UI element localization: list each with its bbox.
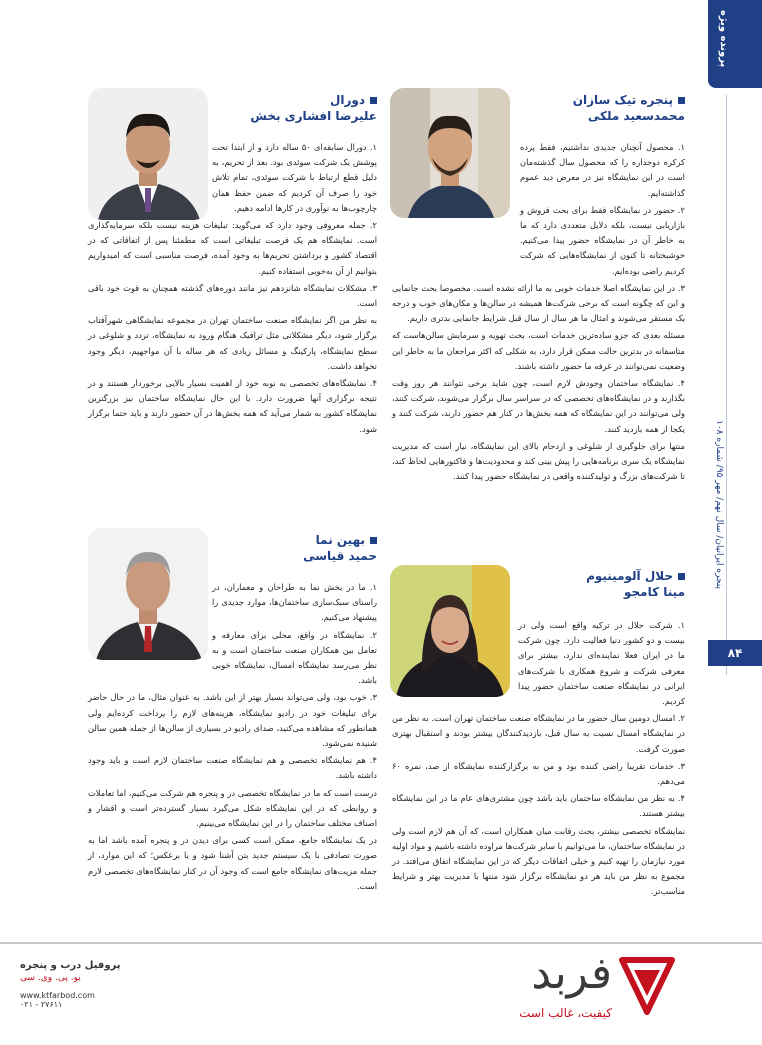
- page-number: ۸۴: [708, 640, 762, 666]
- section-tab: [708, 0, 762, 88]
- ad-brand-name: فربد: [531, 948, 612, 999]
- paragraph: ۲. حضور در نمایشگاه فقط برای بحث فروش و بازاریابی نیست، بلکه دلایل متعددی دارد که ما به خاطر آن در نمایشگاه حضور پیدا می‌کنیم. خوشبختانه تا کنون از نمایشگاه‌هایی که شرکت کردیم راضی بوده‌ایم.: [520, 204, 685, 276]
- paragraph: ۱. شرکت حلال در ترکیه واقع است ولی در بیست و دو کشور دنیا فعالیت دارد. چون شرکت ما در ایران فعلا نماینده‌ای ندارد، بیشتر برای معرفی شرکت و شروع همکاری با شرکت‌های ایرانی در نمایشگاه صنعت ساختمان حضور پیدا کردیم.: [518, 620, 685, 707]
- paragraph: ۱. ما در بخش نما به طراحان و معماران، در راستای سبک‌سازی ساختمان‌ها، موارد جدیدی را پیشنهاد می‌کنیم.: [212, 582, 377, 623]
- article-behinnama-body: [88, 580, 377, 896]
- bullet-icon: [370, 537, 377, 544]
- article-halal: [514, 568, 685, 608]
- person-name: حمید قیاسی: [303, 549, 377, 563]
- paragraph: ۴. نمایشگاه‌های تخصصی به نوبه خود از اهمیت بسیار بالایی برخوردار هستند و در نتیجه برگزاری آنها ضرورت دارد. با این حال نمایشگاه ساختمان نیز بزرگترین نمایشگاه کشور به شمار می‌آید که همه بخش‌ها در آن حضور دارند و باید حتما برگزار شود.: [88, 378, 377, 434]
- person-name: محمدسعید ملکی: [587, 109, 685, 123]
- paragraph: در یک نمایشگاه جامع، ممکن است کسی برای دیدن در و پنجره آمده باشد اما به صورت تصادفی با یک سیستم جدید بتن آشنا شود و یا برعکس؛ که این موارد، از جمله مزیت‌های نمایشگاه جامع است که وجود آن در کنار نمایشگاه‌های تخصصی لازم است.: [88, 835, 377, 891]
- paragraph: ۲. جمله معروفی وجود دارد که می‌گوید: تبلیغات هزینه نیست بلکه سرمایه‌گذاری است. نمایشگاه هم یک فرصت تبلیغاتی است که مطمئنا پس از اتفاقاتی که در اقتصاد کشور و برداشتن تحریم‌ها به وجود آمده، فرصت مناسبی است که امیدواریم بتوانیم از آن به‌خوبی استفاده کنیم.: [88, 220, 377, 276]
- paragraph: مسئله بعدی که جزو ساده‌ترین خدمات است، بحث تهویه و سرمایش سالن‌هاست که متاسفانه در بدترین حالت ممکن قرار دارد، به شکلی که اکثر مراجعان ما به خاطر این وضعیت نمی‌توانند در غرفه ما حضور داشته باشند.: [392, 330, 685, 371]
- footer-divider: [0, 942, 762, 944]
- paragraph: ۲. نمایشگاه در واقع، محلی برای معارفه و تعامل بین همکاران صنعت ساختمان است و به نظر می‌رسد نمایشگاه امسال، نمایشگاه خوبی باشد.: [212, 629, 377, 686]
- paragraph: ۱. محصول آنچنان جدیدی نداشتیم، فقط پرده کرکره دوجداره را که محصول سال گذشته‌مان است در این نمایشگاه نیز در معرض دید عموم گذاشته‌ایم.: [520, 142, 685, 198]
- paragraph: ۳. خوب بود، ولی می‌تواند بسیار بهتر از این باشد. به عنوان مثال، ما در حال حاضر برای تبلیغات خود در رادیو نمایشگاه، هزینه‌های لازم را پرداخت کرده‌ایم ولی همانطور که مشاهده می‌کنید، صدای رادیو در بسیاری از سالن‌ها از جمله همین سالن شنیده نمی‌شود.: [88, 692, 377, 749]
- issue-info: پنجره ایرانیان/ سال نهم/ مهر ۹۵/ شماره ۱۰۸: [714, 420, 724, 590]
- person-name: علیرضا افشاری بخش: [250, 109, 377, 123]
- ad-product-line: پروفیل درب و پنجره: [20, 960, 121, 971]
- article-behinnama: [212, 532, 377, 572]
- side-divider: [726, 95, 727, 675]
- section-tab-label: پرونده ویژه: [718, 10, 729, 68]
- company-name: دورال: [212, 92, 377, 108]
- paragraph: ۳. خدمات تقریبا راضی کننده بود و من به برگزارکننده نمایشگاه از صد، نمره ۶۰ می‌دهم.: [392, 760, 685, 787]
- person-name: مینا کامجو: [624, 585, 685, 599]
- company-name: پنجره تیک سازان: [515, 92, 685, 108]
- bullet-icon: [678, 97, 685, 104]
- ad-contact-block: [20, 960, 130, 1009]
- paragraph: ۴. به نظر من نمایشگاه ساختمان باید باشد چون مشتری‌های عام ما در این نمایشگاه بیشتر هستند.: [392, 793, 685, 819]
- ad-website: www.ktfarbod.com: [20, 991, 95, 1000]
- company-name: حلال آلومینیوم: [514, 568, 685, 584]
- paragraph: ۲. امسال دومین سال حضور ما در نمایشگاه صنعت ساختمان تهران است. به نظر من در نمایشگاه امسال نسبت به سال قبل، بازدیدکنندگان بیشتر بودند و استقبال بهتری صورت گرفت.: [392, 713, 685, 754]
- company-name: بهین نما: [212, 532, 377, 548]
- article-doral: [212, 92, 377, 132]
- paragraph: ۱. دورال سابقه‌ای ۵۰ ساله دارد و از ابتدا تحت پوشش یک شرکت سوئدی بود. بعد از تحریم، به دلیل قطع ارتباط با شرکت سوئدی، تمام تلاش خود را صرف آن کردیم که ضمن حفظ همان چارچوب‌ها به نوآوری در کارها ادامه دهیم.: [212, 142, 378, 213]
- paragraph: ۴. هم نمایشگاه تخصصی و هم نمایشگاه صنعت ساختمان لازم است و باید وجود داشته باشد.: [88, 755, 377, 781]
- farbod-logo-icon: [618, 956, 676, 1020]
- paragraph: درست است که ما در نمایشگاه تخصصی در و پنجره هم شرکت می‌کنیم، اما تعاملات و روابطی که در این نمایشگاه شکل می‌گیرد بسیار گسترده‌تر است و اقشار و اصناف مختلف ساختمان را در این نمایشگاه می‌بینیم.: [88, 787, 377, 829]
- footer-advertisement: [0, 946, 762, 1045]
- ad-phone: ۰۲۱ - ۲۷۶۱۱: [20, 1000, 63, 1009]
- paragraph: نمایشگاه تخصصی بیشتر، بحث رقابت میان همکاران است، که آن هم لازم است ولی در نمایشگاه ساختمان، ما می‌توانیم با سایر شرکت‌ها مراوده داشته باشیم و مواد اولیه مورد نیازمان را تهیه کنیم و خیلی اتفاقات دیگر که در این نمایشگاه اتفاق می‌افتد. در مجموع به نظر من باید هر دو نمایشگاه برگزار شود منتها با مدیریت بهتر و شرایط مناسب‌تر.: [392, 825, 685, 897]
- article-tiksazan-body: [392, 140, 685, 486]
- article-doral-body: [88, 140, 377, 439]
- paragraph: ۳. مشکلات نمایشگاه شانزدهم نیز مانند دوره‌های گذشته همچنان به قوت خود باقی است.: [88, 282, 377, 309]
- ad-material-line: یو. پی. وی. سی: [20, 973, 81, 983]
- ad-slogan: کیفیت، غالب است: [519, 1006, 612, 1020]
- bullet-icon: [370, 97, 377, 104]
- paragraph: منتها برای جلوگیری از شلوغی و ازدحام بالای این نمایشگاه، نیاز است که مدیریت نمایشگاه یک سری برنامه‌هایی را پیش بینی کند و محدودیت‌ها و فاکتورهایی لحاظ کند، تا شرکت‌های بزرگ و تولیدکننده واقعی در نمایشگاه حضور پیدا کنند.: [392, 440, 685, 482]
- paragraph: به نظر من اگر نمایشگاه صنعت ساختمان تهران در مجموعه نمایشگاهی شهرآفتاب برگزار شود، دیگر مشکلاتی مثل ترافیک هنگام ورود به نمایشگاه، تردد و شلوغی در سطح نمایشگاه، پارکینگ و مسائل زیادی که هر ساله با آن مواجهیم، دیگر وجود نخواهد داشت.: [88, 315, 377, 371]
- paragraph: ۳. در این نمایشگاه اصلا خدمات خوبی به ما ارائه نشده است. مخصوصا بحث جانمایی و این که چگونه است که برخی شرکت‌ها همیشه در سالن‌ها و مکان‌های خوب و درجه یک مستقر می‌شوند و امثال ما هر سال از سال قبل شرایط جانمایی بدتری داریم.: [392, 282, 685, 324]
- paragraph: ۴. نمایشگاه ساختمان وجودش لازم است، چون شاید برخی نتوانند هر روز وقت بگذارند و در نمایشگاه‌های تخصصی که در سراسر سال برگزار می‌شوند، شرکت کنند، ولی می‌توانند در این نمایشگاه که همه بخش‌ها در کنار هم حضور دارند، شرکت کنند و یکجا از همه بازدید کنند.: [392, 378, 685, 434]
- article-halal-body: [392, 618, 685, 902]
- bullet-icon: [678, 573, 685, 580]
